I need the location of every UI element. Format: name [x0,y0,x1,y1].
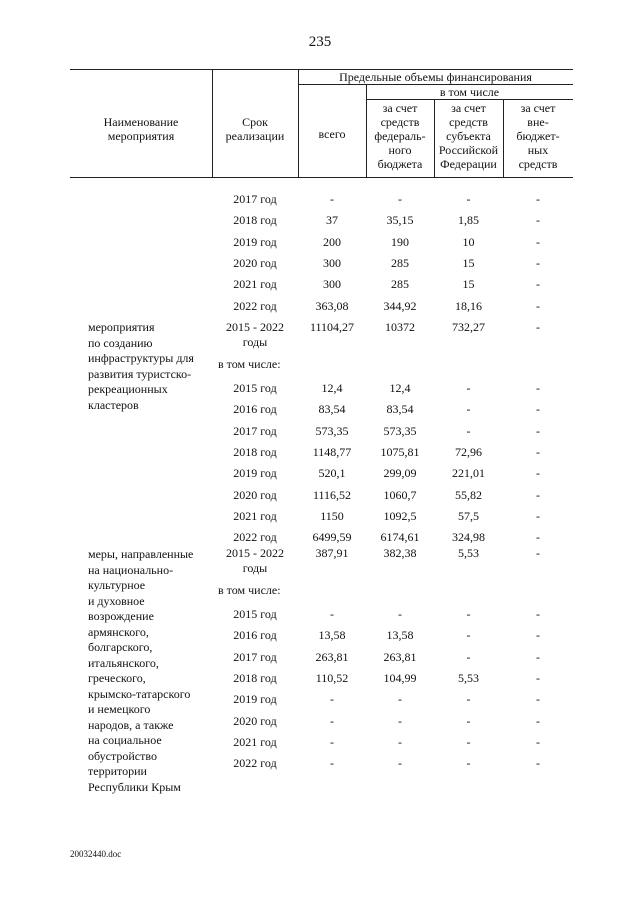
row-extrabudget: - [536,213,540,228]
row-extrabudget: - [536,234,540,249]
row-total: - [330,192,334,206]
row-total: 573,35 [315,423,349,438]
row-regional: 221,01 [452,466,485,481]
footer-filename: 20032440.doc [70,849,122,859]
row-period: 2018 год [233,670,277,685]
summary-period-unit: годы [242,335,268,349]
measure-name: мероприятия по созданию инфраструктуры для развития туристско- рекреационных кластеров [88,320,194,412]
row-extrabudget: - [536,649,540,664]
row-period: 2017 год [233,192,277,206]
row-regional: - [466,756,471,771]
row-extrabudget: - [536,713,540,728]
row-extrabudget: - [536,670,540,685]
row-period: 2022 год [233,756,277,771]
header-name: Наименование мероприятия [103,115,179,143]
header-funding: Предельные объемы финансирования [339,70,532,84]
row-total: 363,08 [315,298,349,313]
including-header-rule [366,99,573,100]
row-federal: 285 [391,255,409,270]
summary-federal: 382,38 [383,546,417,560]
row-period: 2020 год [233,255,277,270]
row-period: 2021 год [233,734,277,749]
summary-extrabudget: - [536,320,540,334]
row-regional: - [466,649,471,664]
row-extrabudget: - [536,255,540,270]
row-regional: - [466,423,471,438]
measure-name: меры, направленные на национально- культурное и духовное возрождение армянского, болгарского, итальянского, греческого, крымско-татарского и немецкого народов, а также на социальное обустройство территории Республики Крым [88,547,194,794]
header-regional: за счет средств субъекта Российской Федерации [438,101,499,171]
row-total: - [330,713,334,728]
row-total: 1148,77 [312,444,352,459]
row-federal: 285 [391,277,409,292]
row-federal: 299,09 [383,466,417,481]
row-regional: - [466,713,471,728]
page-number: 235 [308,34,332,50]
row-period: 2017 год [233,649,277,664]
summary-federal: 10372 [385,320,415,334]
header-including: в том числе [439,85,500,99]
row-regional: 5,53 [458,670,479,685]
row-extrabudget: - [536,756,540,771]
row-total: 1116,52 [312,487,352,502]
row-regional: - [466,607,471,621]
row-total: - [330,734,334,749]
row-regional: - [466,734,471,749]
row-extrabudget: - [536,423,540,438]
row-federal: - [398,192,402,206]
row-period: 2018 год [233,213,277,228]
row-federal: 1060,7 [383,487,417,502]
row-period: 2020 год [233,713,277,728]
row-period: 2019 год [233,692,277,707]
row-total: 110,52 [315,670,349,685]
row-regional: 1,85 [458,213,479,228]
row-period: 2015 год [233,607,277,621]
summary-extrabudget: - [536,546,540,560]
row-period: 2016 год [233,402,277,417]
row-federal: 83,54 [386,402,414,417]
row-extrabudget: - [536,444,540,459]
row-extrabudget: - [536,530,540,545]
row-period: 2021 год [233,277,277,292]
row-regional: 324,98 [452,530,485,545]
row-extrabudget: - [536,487,540,502]
row-federal: 1092,5 [383,508,417,523]
row-total: 12,4 [321,381,343,395]
header-extrabudget: за счет вне- бюджет- ных средств [516,101,560,171]
row-federal: 1075,81 [380,444,420,459]
row-regional: - [466,192,471,206]
row-regional: 72,96 [455,444,482,459]
row-regional: - [466,628,471,643]
row-period: 2015 год [233,381,277,395]
row-total: - [330,607,334,621]
row-period: 2018 год [233,444,277,459]
row-regional: - [466,381,471,395]
row-total: 83,54 [318,402,346,417]
row-federal: 263,81 [383,649,417,664]
row-period: 2020 год [233,487,277,502]
row-extrabudget: - [536,192,540,206]
row-total: 6499,59 [312,530,352,545]
row-regional: - [466,692,471,707]
row-total: 520,1 [318,466,346,481]
header-federal: за счет средств федераль- ного бюджета [374,101,426,171]
summary-regional: 5,53 [458,546,479,560]
row-period: 2016 год [233,628,277,643]
col-divider-total [298,69,299,177]
row-regional: 10 [462,234,475,249]
header-period: Срок реализации [225,115,285,143]
row-extrabudget: - [536,402,540,417]
row-extrabudget: - [536,692,540,707]
row-federal: 12,4 [389,381,411,395]
row-total: 1150 [320,508,344,523]
row-period: 2019 год [233,234,277,249]
header-total: всего [318,127,346,141]
row-period: 2022 год [233,298,277,313]
row-period: 2017 год [233,423,277,438]
row-period: 2022 год [233,530,277,545]
row-total: 300 [323,277,341,292]
including-label: в том числе: [218,357,281,371]
row-extrabudget: - [536,734,540,749]
row-extrabudget: - [536,628,540,643]
row-total: 13,58 [318,628,346,643]
row-regional: 55,82 [455,487,482,502]
row-federal: - [398,756,402,771]
row-federal: 13,58 [386,628,414,643]
summary-total: 11104,27 [309,320,355,334]
row-total: 300 [323,255,341,270]
row-extrabudget: - [536,298,540,313]
row-total: 263,81 [315,649,349,664]
row-federal: 190 [391,234,409,249]
row-period: 2021 год [233,508,277,523]
summary-regional: 732,27 [452,320,485,334]
row-federal: - [398,734,402,749]
row-federal: 6174,61 [380,530,420,545]
row-total: - [330,756,334,771]
row-total: 37 [326,213,338,228]
row-extrabudget: - [536,381,540,395]
row-federal: - [398,692,402,707]
summary-period: 2015 - 2022 [226,546,284,560]
table-header-bottom-rule [70,177,573,178]
row-total: 200 [323,234,341,249]
summary-period-unit: годы [242,561,268,575]
including-label: в том числе: [218,583,281,597]
row-total: - [330,692,334,707]
row-extrabudget: - [536,466,540,481]
row-extrabudget: - [536,277,540,292]
row-extrabudget: - [536,607,540,621]
row-regional: 57,5 [458,508,479,523]
row-federal: 573,35 [383,423,417,438]
row-extrabudget: - [536,508,540,523]
row-federal: - [398,713,402,728]
row-regional: 18,16 [455,298,482,313]
row-federal: 104,99 [383,670,417,685]
row-federal: - [398,607,402,621]
row-regional: 15 [462,255,475,270]
row-period: 2019 год [233,466,277,481]
row-federal: 35,15 [386,213,414,228]
summary-period: 2015 - 2022 [226,320,284,334]
row-federal: 344,92 [383,298,417,313]
row-regional: 15 [462,277,475,292]
summary-total: 387,91 [315,546,349,560]
row-regional: - [466,402,471,417]
